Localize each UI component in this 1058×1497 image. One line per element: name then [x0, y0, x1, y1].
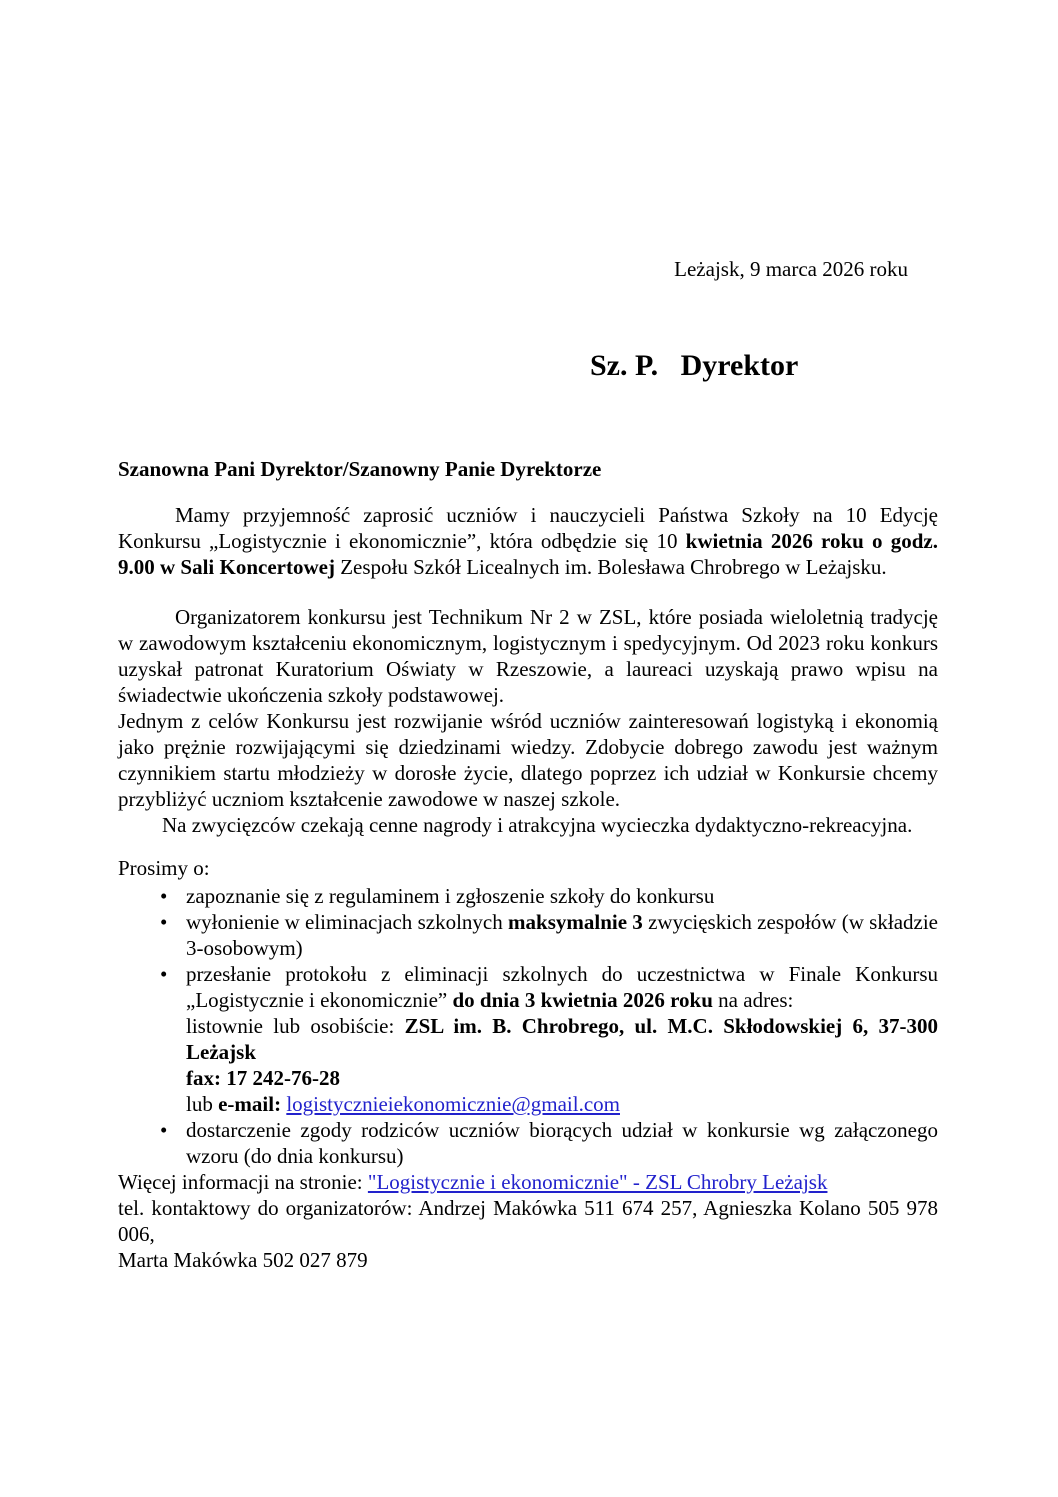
- text-run: na adres:: [712, 988, 794, 1012]
- text-run: Mamy przyjemność zaprosić uczniów i nauczycieli Państwa Szkoły na 10 Edycję Konkursu „Logistycznie i ekonomicznie”, która odbędzie się 10: [118, 503, 938, 553]
- paragraph-invitation: [118, 502, 938, 580]
- text-run: listownie lub osobiście:: [186, 1014, 405, 1038]
- text-run: przesłanie protokołu z eliminacji szkolnych do uczestnictwa w Finale Konkursu „Logistycznie i ekonomicznie”: [186, 962, 938, 1012]
- contacts-line: [118, 1195, 938, 1273]
- text-run: tel. kontaktowy do organizatorów: Andrzej Makówka 511 674 257, Agnieszka Kolano 505 978 006,: [118, 1196, 938, 1246]
- postal-address-bold: ZSL im. B. Chrobrego, ul. M.C. Skłodowskiej 6, 37-300 Leżajsk: [186, 1014, 938, 1064]
- text-run: zwycięskich zespołów (w składzie 3-osobowym): [186, 910, 938, 960]
- date-line: Leżajsk, 9 marca 2026 roku: [674, 257, 908, 281]
- request-list: [118, 883, 938, 1169]
- list-item-regulamin: • zapoznanie się z regulaminem i zgłoszenie szkoły do konkursu: [186, 883, 938, 909]
- more-info-line: [118, 1169, 938, 1195]
- recipient-title: Sz. P. Dyrektor: [590, 349, 799, 382]
- text-run: Zespołu Szkół Licealnych im. Bolesława Chrobrego w Leżajsku.: [334, 555, 887, 579]
- paragraph-organizer: Organizatorem konkursu jest Technikum Nr 2 w ZSL, które posiada wieloletnią tradycję w zawodowym kształceniu ekonomicznym, logistycznym i spedycyjnym. Od 2023 roku konkurs uzyskał patronat Kuratorium Oświaty w Rzeszowie, a laureaci uzyskają prawo wpisu na świadectwie ukończenia szkoły podstawowej.: [118, 605, 938, 707]
- email-link[interactable]: logistycznieiekonomicznie@gmail.com: [286, 1092, 620, 1116]
- list-item-eliminacje: [186, 909, 938, 961]
- website-link[interactable]: "Logistycznie i ekonomicznie" - ZSL Chrobry Leżajsk: [367, 1170, 828, 1194]
- salutation: Szanowna Pani Dyrektor/Szanowny Panie Dyrektorze: [118, 457, 602, 481]
- text-run: wyłonienie w eliminacjach szkolnych: [186, 910, 509, 934]
- text-run: Więcej informacji na stronie:: [118, 1170, 368, 1194]
- request-intro: Prosimy o:: [118, 856, 210, 880]
- deadline-bold: do dnia 3 kwietnia 2026 roku: [452, 988, 713, 1012]
- text-run: Marta Makówka 502 027 879: [118, 1248, 368, 1272]
- event-date-bold: kwietnia 2026 roku o godz. 9.00 w Sali Koncertowej: [118, 529, 938, 579]
- list-item-zgody: • dostarczenie zgody rodziców uczniów biorących udział w konkursie wg załączonego wzoru (do dnia konkursu): [186, 1117, 938, 1169]
- text-run: lub: [186, 1092, 219, 1116]
- paragraph-goals: Jednym z celów Konkursu jest rozwijanie wśród uczniów zainteresowań logistyką i ekonomią jako prężnie rozwijającymi się dziedzinami wiedzy. Zdobycie dobrego zawodu jest ważnym czynnikiem startu młodzieży w dorosłe życie, dlatego poprzez ich udział w Konkursie chcemy przybliżyć uczniom kształcenie zawodowe w naszej szkole.: [118, 709, 938, 811]
- fax-number-bold: fax: 17 242-76-28: [186, 1066, 340, 1090]
- max-teams-bold: maksymalnie 3: [508, 910, 643, 934]
- list-item-protokol: [186, 961, 938, 1117]
- paragraph-prizes: Na zwycięzców czekają cenne nagrody i atrakcyjna wycieczka dydaktyczno-rekreacyjna.: [162, 813, 913, 837]
- email-label-bold: e-mail:: [218, 1092, 287, 1116]
